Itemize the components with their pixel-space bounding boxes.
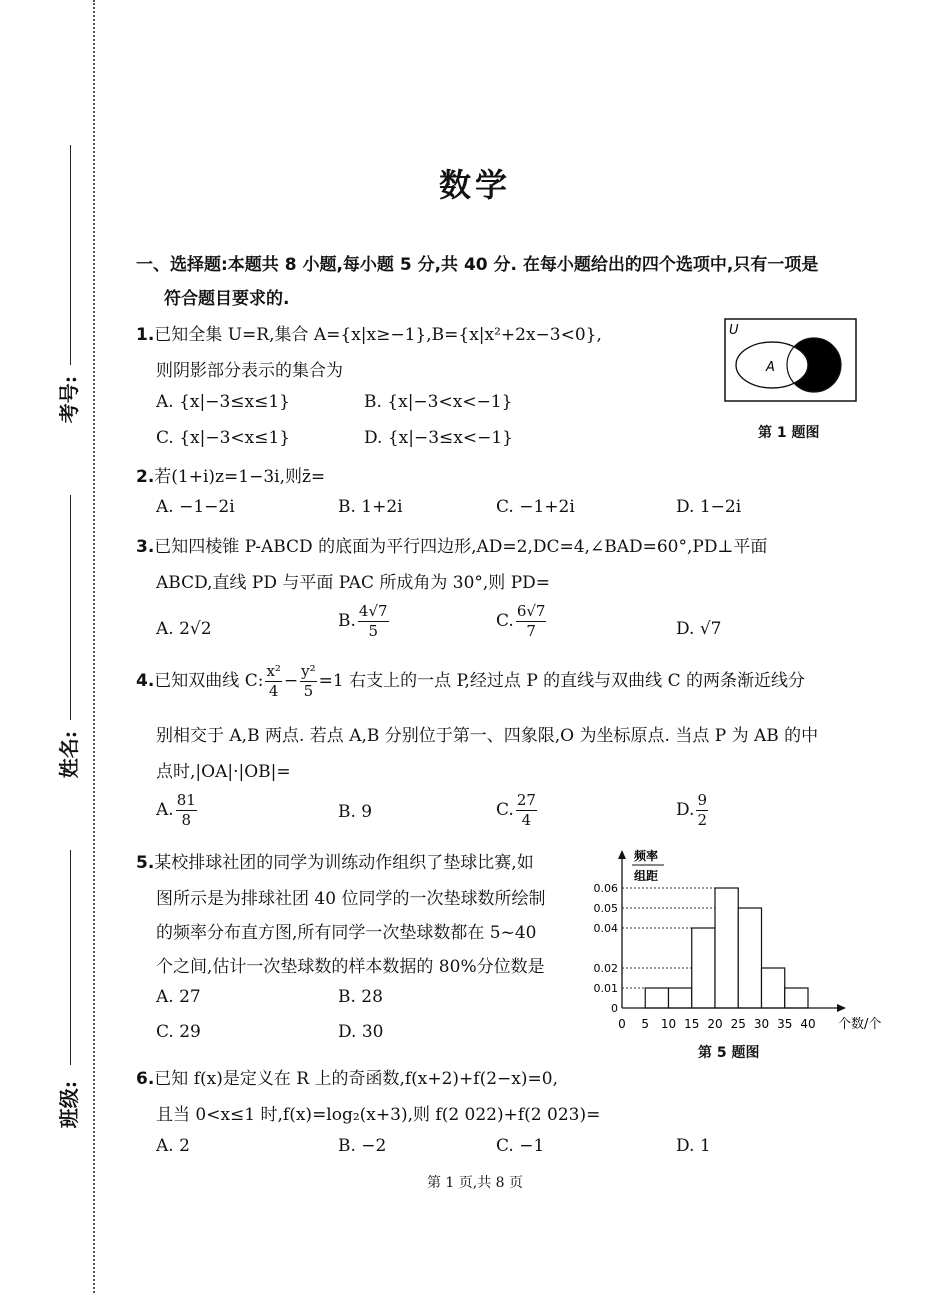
q3-option-a[interactable]: A. 2√2 (156, 619, 212, 639)
q4-option-c[interactable] (496, 793, 539, 828)
question-2-text: 若(1+i)z=1−3i,则z̄= (154, 467, 326, 487)
question-5 (136, 848, 534, 873)
q4-option-d[interactable] (676, 793, 710, 828)
question-4-pre: 已知双曲线 C: (154, 671, 264, 691)
question-6-line1: 已知 f(x)是定义在 R 上的奇函数,f(x+2)+f(2−x)=0, (154, 1069, 558, 1089)
venn-diagram (724, 318, 858, 404)
question-5-line1: 某校排球社团的同学为训练动作组织了垫球比赛,如 (154, 853, 534, 873)
x-tick-label: 15 (684, 1017, 700, 1031)
q1-option-a[interactable]: A. {x|−3≤x≤1} (156, 392, 290, 412)
y-tick-label: 0.04 (593, 922, 618, 935)
q1-option-c[interactable]: C. {x|−3<x≤1} (156, 428, 291, 448)
histogram-bar (645, 988, 668, 1008)
page-title: 数学 (438, 166, 511, 204)
question-number: 6. (136, 1069, 155, 1089)
y-tick-label: 0 (611, 1002, 618, 1015)
y-tick-label: 0.01 (593, 982, 618, 995)
question-number: 4. (136, 671, 155, 691)
q4-option-b[interactable]: B. 9 (338, 802, 373, 822)
y-label-bottom: 组距 (634, 869, 659, 883)
fraction: $\frac{6√7}{7}$ (516, 602, 546, 640)
histogram-bar (762, 968, 785, 1008)
question-5-line3: 的频率分布直方图,所有同学一次垫球数都在 5~40 (156, 923, 537, 943)
option-label: A. (156, 800, 174, 820)
fraction-y2-over-5: $\frac{\text{y²}}{5}$ (301, 662, 316, 700)
q6-option-c[interactable]: C. −1 (496, 1136, 545, 1156)
question-4-line3: 点时,|OA|·|OB|= (156, 762, 291, 782)
minus-sign: − (283, 671, 299, 691)
histogram-bar (715, 888, 738, 1008)
question-3 (136, 532, 767, 557)
y-tick-label: 0.06 (593, 882, 618, 895)
histogram-bar (692, 928, 715, 1008)
y-label-top: 频率 (634, 849, 659, 863)
option-label: B. (338, 611, 356, 631)
class-label: 班级: (57, 1080, 82, 1129)
question-4-post: =1 右支上的一点 P,经过点 P 的直线与双曲线 C 的两条渐近线分 (318, 671, 805, 691)
question-4-line2: 别相交于 A,B 两点. 若点 A,B 分别位于第一、四象限,O 为坐标原点. 当点 P 为 AB 的中 (156, 726, 819, 746)
q3-option-c[interactable] (496, 604, 548, 639)
y-tick-label: 0.05 (593, 902, 618, 915)
q6-option-b[interactable]: B. −2 (338, 1136, 387, 1156)
q1-option-b[interactable]: B. {x|−3<x<−1} (364, 392, 513, 412)
y-tick-label: 0.02 (593, 962, 618, 975)
histogram-bar (738, 908, 761, 1008)
name-line (70, 495, 71, 720)
x-axis-label: 个数/个 (838, 1017, 882, 1032)
histogram-bar (669, 988, 692, 1008)
fraction-x2-over-4: $\frac{\text{x²}}{4}$ (266, 662, 281, 700)
x-tick-label: 10 (660, 1017, 677, 1031)
figure-5-caption: 第 5 题图 (698, 1045, 760, 1061)
histogram-bar (785, 988, 808, 1008)
question-number: 1. (136, 325, 155, 345)
venn-a-label: A (766, 360, 775, 375)
option-label: D. (676, 800, 695, 820)
question-3-line1: 已知四棱锥 P-ABCD 的底面为平行四边形,AD=2,DC=4,∠BAD=60°,PD⊥平面 (154, 537, 768, 557)
question-1-line1: 已知全集 U=R,集合 A={x|x≥−1},B={x|x²+2x−3<0}, (154, 325, 602, 345)
q5-option-b[interactable]: B. 28 (338, 987, 383, 1007)
fraction: $\frac{9}{2}$ (697, 791, 707, 829)
section-heading-line1: 一、选择题:本题共 8 小题,每小题 5 分,共 40 分. 在每小题给出的四个选项中,只有一项是 (136, 255, 819, 275)
question-1 (136, 320, 602, 345)
q6-option-a[interactable]: A. 2 (156, 1136, 190, 1156)
name-label: 姓名: (57, 730, 82, 779)
q2-option-c[interactable]: C. −1+2i (496, 497, 575, 517)
question-6-line2: 且当 0<x≤1 时,f(x)=log₂(x+3),则 f(2 022)+f(2 023)= (156, 1105, 601, 1125)
question-number: 2. (136, 467, 155, 487)
x-tick-label: 5 (641, 1017, 650, 1031)
x-tick-label: 25 (730, 1017, 746, 1031)
question-5-line2: 图所示是为排球社团 40 位同学的一次垫球数所绘制 (156, 889, 546, 909)
venn-u-label: U (729, 323, 739, 338)
x-tick-label: 0 (618, 1017, 626, 1031)
question-number: 3. (136, 537, 155, 557)
question-3-line2: ABCD,直线 PD 与平面 PAC 所成角为 30°,则 PD= (156, 573, 551, 593)
q6-option-d[interactable]: D. 1 (676, 1136, 711, 1156)
page-footer: 第 1 页,共 8 页 (426, 1175, 524, 1191)
x-tick-label: 35 (777, 1017, 793, 1031)
q2-option-a[interactable]: A. −1−2i (156, 497, 235, 517)
question-1-line2: 则阴影部分表示的集合为 (156, 361, 343, 381)
x-tick-label: 40 (800, 1017, 816, 1031)
y-axis-arrow (618, 850, 626, 859)
question-4 (136, 664, 805, 699)
option-label: C. (496, 800, 514, 820)
x-tick-label: 20 (707, 1017, 723, 1031)
question-number: 5. (136, 853, 155, 873)
question-2 (136, 462, 325, 487)
q2-option-b[interactable]: B. 1+2i (338, 497, 403, 517)
q5-option-a[interactable]: A. 27 (156, 987, 201, 1007)
figure-1-caption: 第 1 题图 (758, 425, 820, 441)
x-axis-arrow (837, 1004, 846, 1012)
histogram-chart (590, 840, 890, 1040)
question-5-line4: 个之间,估计一次垫球数的样本数据的 80%分位数是 (156, 957, 545, 977)
q5-option-c[interactable]: C. 29 (156, 1022, 201, 1042)
q3-option-b[interactable] (338, 604, 391, 639)
section-heading-line2: 符合题目要求的. (164, 289, 290, 309)
q5-option-d[interactable]: D. 30 (338, 1022, 384, 1042)
question-6 (136, 1064, 558, 1089)
fraction: $\frac{4√7}{5}$ (358, 602, 388, 640)
fraction: $\frac{81}{8}$ (176, 791, 196, 829)
fraction: $\frac{27}{4}$ (516, 791, 536, 829)
exam-no-label: 考号: (57, 375, 82, 424)
x-tick-label: 30 (753, 1017, 770, 1031)
q4-option-a[interactable] (156, 793, 199, 828)
q3-option-d[interactable]: D. √7 (676, 619, 722, 639)
option-label: C. (496, 611, 514, 631)
class-line (70, 850, 71, 1065)
q1-option-d[interactable]: D. {x|−3≤x<−1} (364, 428, 513, 448)
q2-option-d[interactable]: D. 1−2i (676, 497, 742, 517)
